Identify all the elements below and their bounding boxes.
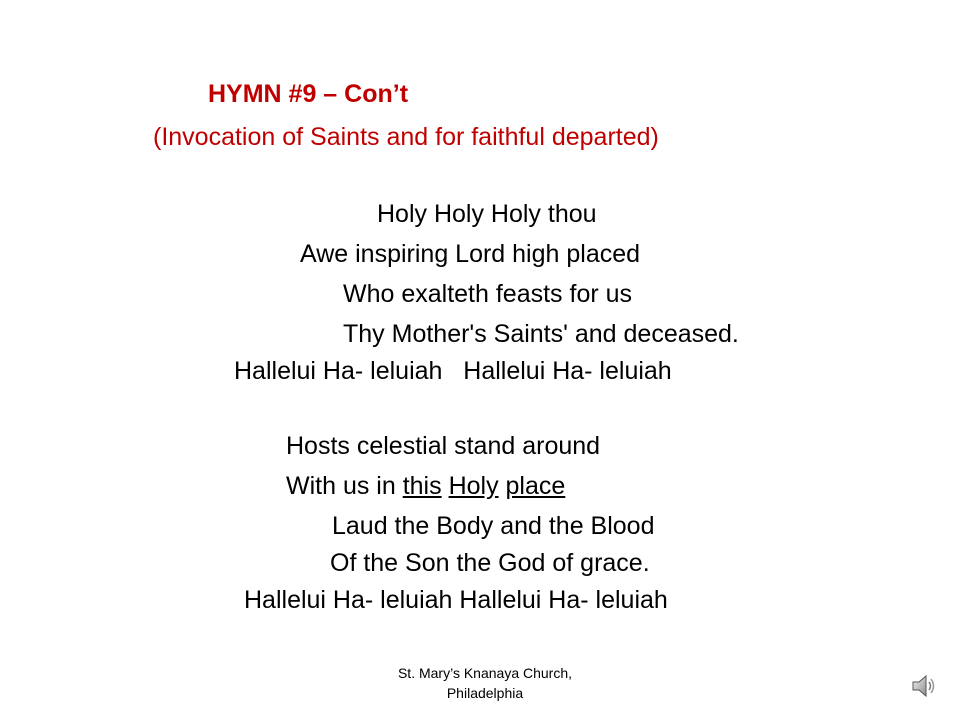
speaker-icon[interactable] (910, 672, 938, 700)
footer-church: St. Mary’s Knanaya Church, (397, 665, 573, 681)
underlined-word-this: this (402, 472, 442, 500)
verse2-line2 (286, 472, 565, 501)
verse1-line1: Holy Holy Holy thou (377, 200, 597, 228)
verse2-line1: Hosts celestial stand around (286, 432, 601, 460)
verse1-line4: Thy Mother's Saints' and deceased. (343, 320, 739, 348)
verse1-line5: Hallelui Ha- leluiah Hallelui Ha- leluiah (234, 357, 672, 385)
hymn-title: HYMN #9 – Con’t (208, 80, 409, 108)
verse1-line3: Who exalteth feasts for us (343, 280, 633, 308)
footer-city: Philadelphia (446, 685, 524, 701)
verse2-line2-prefix: With us in (286, 472, 403, 500)
underlined-word-place: place (505, 472, 566, 500)
verse1-line2: Awe inspiring Lord high placed (300, 240, 641, 268)
verse2-line5: Hallelui Ha- leluiah Hallelui Ha- leluiah (244, 586, 668, 614)
footer (300, 663, 670, 703)
verse2-line4: Of the Son the God of grace. (330, 549, 650, 577)
verse2-line3: Laud the Body and the Blood (332, 512, 655, 540)
hymn-subtitle: (Invocation of Saints and for faithful departed) (153, 123, 659, 151)
underlined-word-holy: Holy (448, 472, 499, 500)
